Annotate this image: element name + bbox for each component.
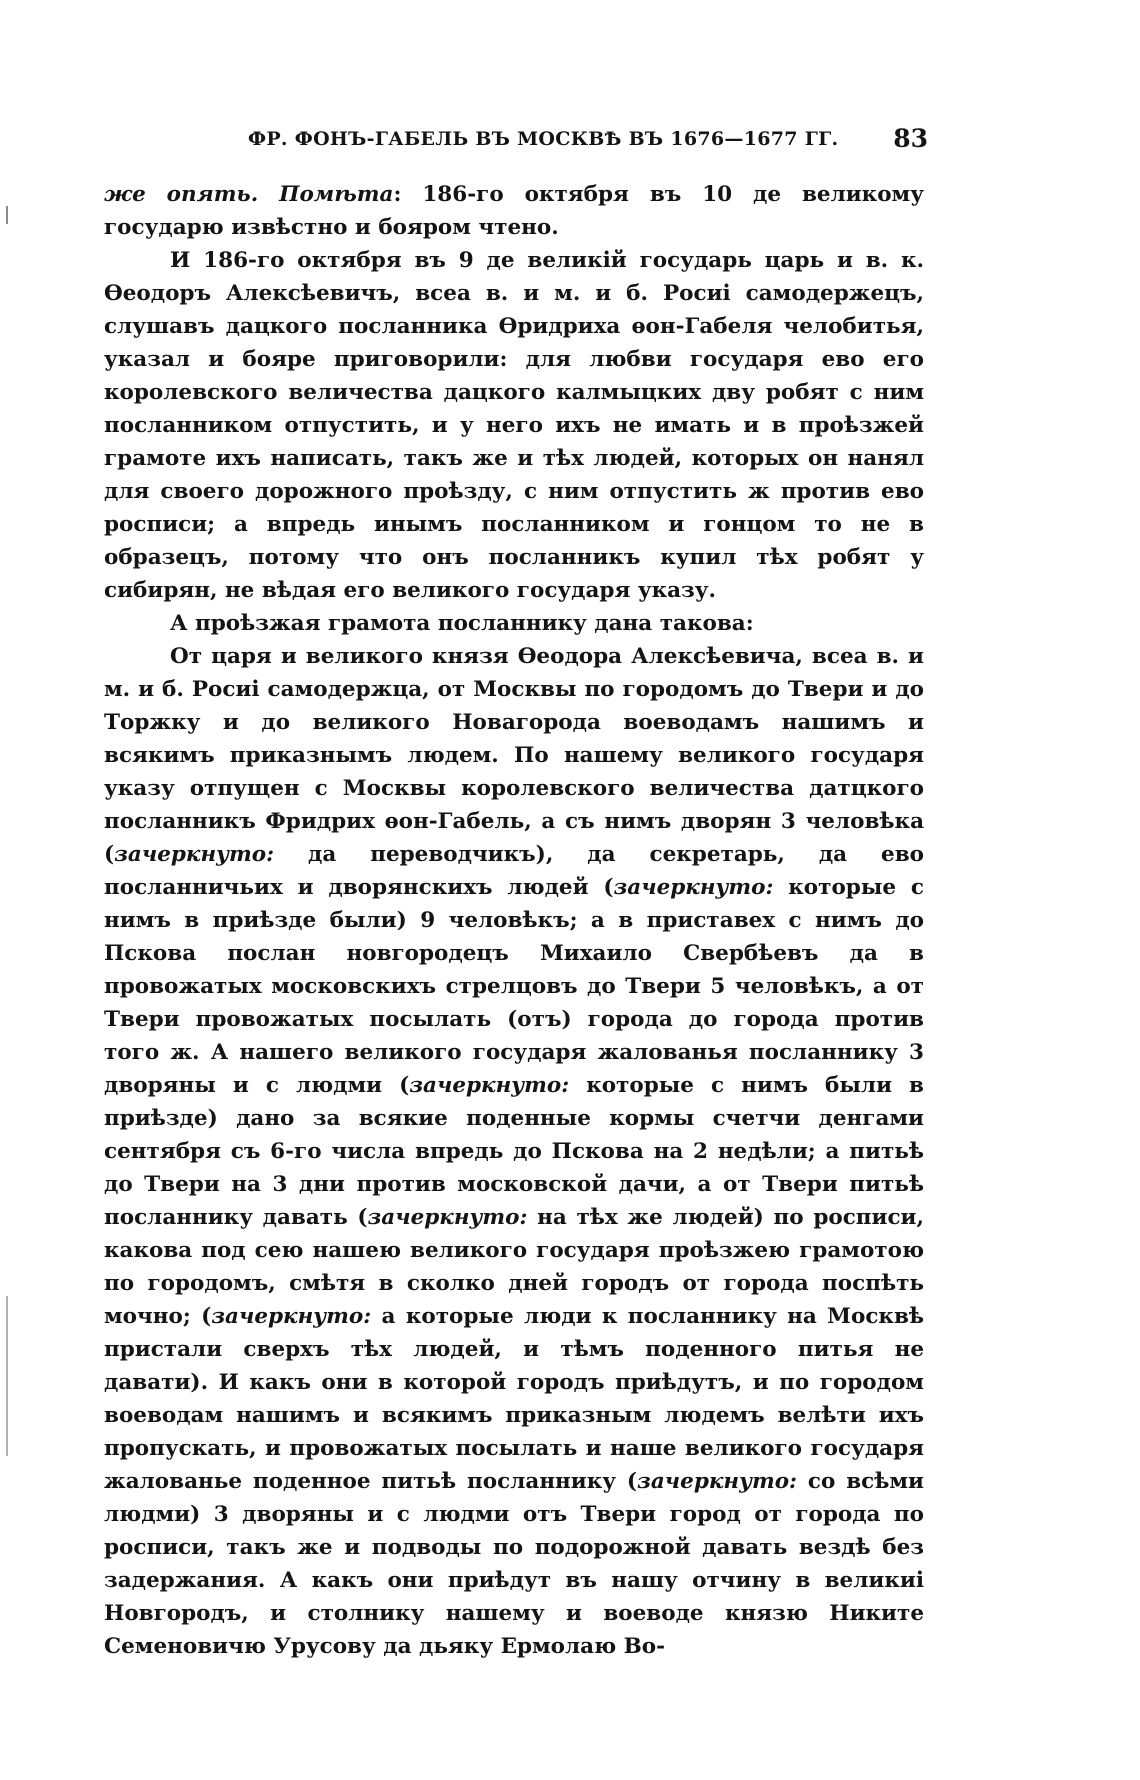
struck-note-label: зачеркнуто:: [613, 875, 774, 900]
page-number: 83: [893, 124, 928, 153]
paragraph-charter: [104, 640, 924, 1663]
italic-phrase: же опять.: [104, 182, 259, 207]
page-header: [248, 124, 928, 168]
charter-text: на тѣх же людей) по росписи, какова под сею нашею великого государя проѣзжею грамотою по городомъ, смѣтя в сколко дней городъ от города поспѣть мочно; (: [104, 1205, 924, 1329]
paragraph-decree: И 186-го октября въ 9 де великій государь царь и в. к. Ѳеодоръ Алексѣевичъ, всеа в. и м. и б. Росиі самодержецъ, слушавъ дацкого посланника Ѳридриха ѳон-Габеля челобитья, указал и бояре приговорили: для любви государя ево его королевского величества дацкого калмыцких дву робят с ним посланником отпустить, и у него ихъ не имать и в проѣзжей грамоте ихъ написать, такъ же и тѣх людей, которых он нанял для своего дорожного проѣзду, с ним отпустить ж против ево росписи; а впредь инымъ посланником и гонцом то не в образецъ, потому что онъ посланникъ купил тѣх робят у сибирян, не вѣдая его великого государя указу.: [104, 248, 924, 603]
scan-edge-mark: [6, 206, 8, 224]
paragraph-intro: А проѣзжая грамота посланнику дана такова:: [170, 611, 754, 636]
charter-text: От царя и великого князя Ѳеодора Алексѣевича, всеа в. и м. и б. Росиі самодержца, от Москвы по городомъ до Твери и до Торжку и до великого Новагорода воеводамъ нашимъ и всякимъ приказнымъ людем. По нашему великого государя указу отпущен с Москвы королевского величества датцкого посланникъ Фридрих ѳон-Габель, а съ нимъ дворян 3 человѣка (: [104, 644, 924, 867]
text-body: [104, 178, 924, 1663]
struck-note-label: зачеркнуто:: [211, 1304, 372, 1329]
running-title: ФР. ФОНЪ-ГАБЕЛЬ ВЪ МОСКВѢ ВЪ 1676—1677 ГГ.: [248, 128, 839, 150]
struck-note-label: зачеркнуто:: [367, 1205, 528, 1230]
struck-note-label: зачеркнуто:: [114, 842, 275, 867]
scan-edge-mark: [6, 1296, 8, 1456]
charter-text: да переводчикъ), да секретарь, да ево посланничьих и дворянскихъ людей (: [104, 842, 924, 900]
charter-text: которые с нимъ в приѣзде были) 9 человѣкъ; а в приставех с нимъ до Пскова послан новгородецъ Михаило Свербѣевъ да в провожатых московскихъ стрелцовъ до Твери 5 человѣкъ, а от Твери провожатых посылать (отъ) города до города против того ж. А нашего великого государя жалованья посланнику 3 дворяны и с людми (: [104, 875, 924, 1098]
charter-text: которые с нимъ были в приѣзде) дано за всякие поденные кормы счетчи денгами сентября съ 6-го числа впредь до Пскова на 2 недѣли; а питьѣ до Твери на 3 дни против московской дачи, а от Твери питьѣ посланнику давать (: [104, 1073, 924, 1230]
charter-text: а которые люди к посланнику на Москвѣ пристали сверхъ тѣх людей, и тѣмъ поденного питья не давати). И какъ они в которой городъ приѣдутъ, и по городом воеводам нашимъ и всякимъ приказным людемъ велѣти ихъ пропускать, и провожатых посылать и наше великого государя жалованье поденное питьѣ посланнику (: [104, 1304, 924, 1494]
struck-note-label: зачеркнуто:: [409, 1073, 570, 1098]
paragraph-text: : 186-го октября въ 10 де великому государю извѣстно и бояром чтено.: [104, 182, 924, 240]
charter-text: со всѣми людми) 3 дворяны и с людми отъ Твери город от города по росписи, такъ же и подводы по подорожной давать вездѣ без задержания. А какъ они приѣдут въ нашу отчину в великиі Новгородъ, и столнику нашему и воеводе князю Никите Семеновичю Урусову да дьяку Ермолаю Во-: [104, 1469, 924, 1659]
paragraph-continuation: [104, 178, 924, 244]
struck-note-label: зачеркнуто:: [637, 1469, 797, 1494]
note-label: Помѣта: [279, 182, 394, 207]
